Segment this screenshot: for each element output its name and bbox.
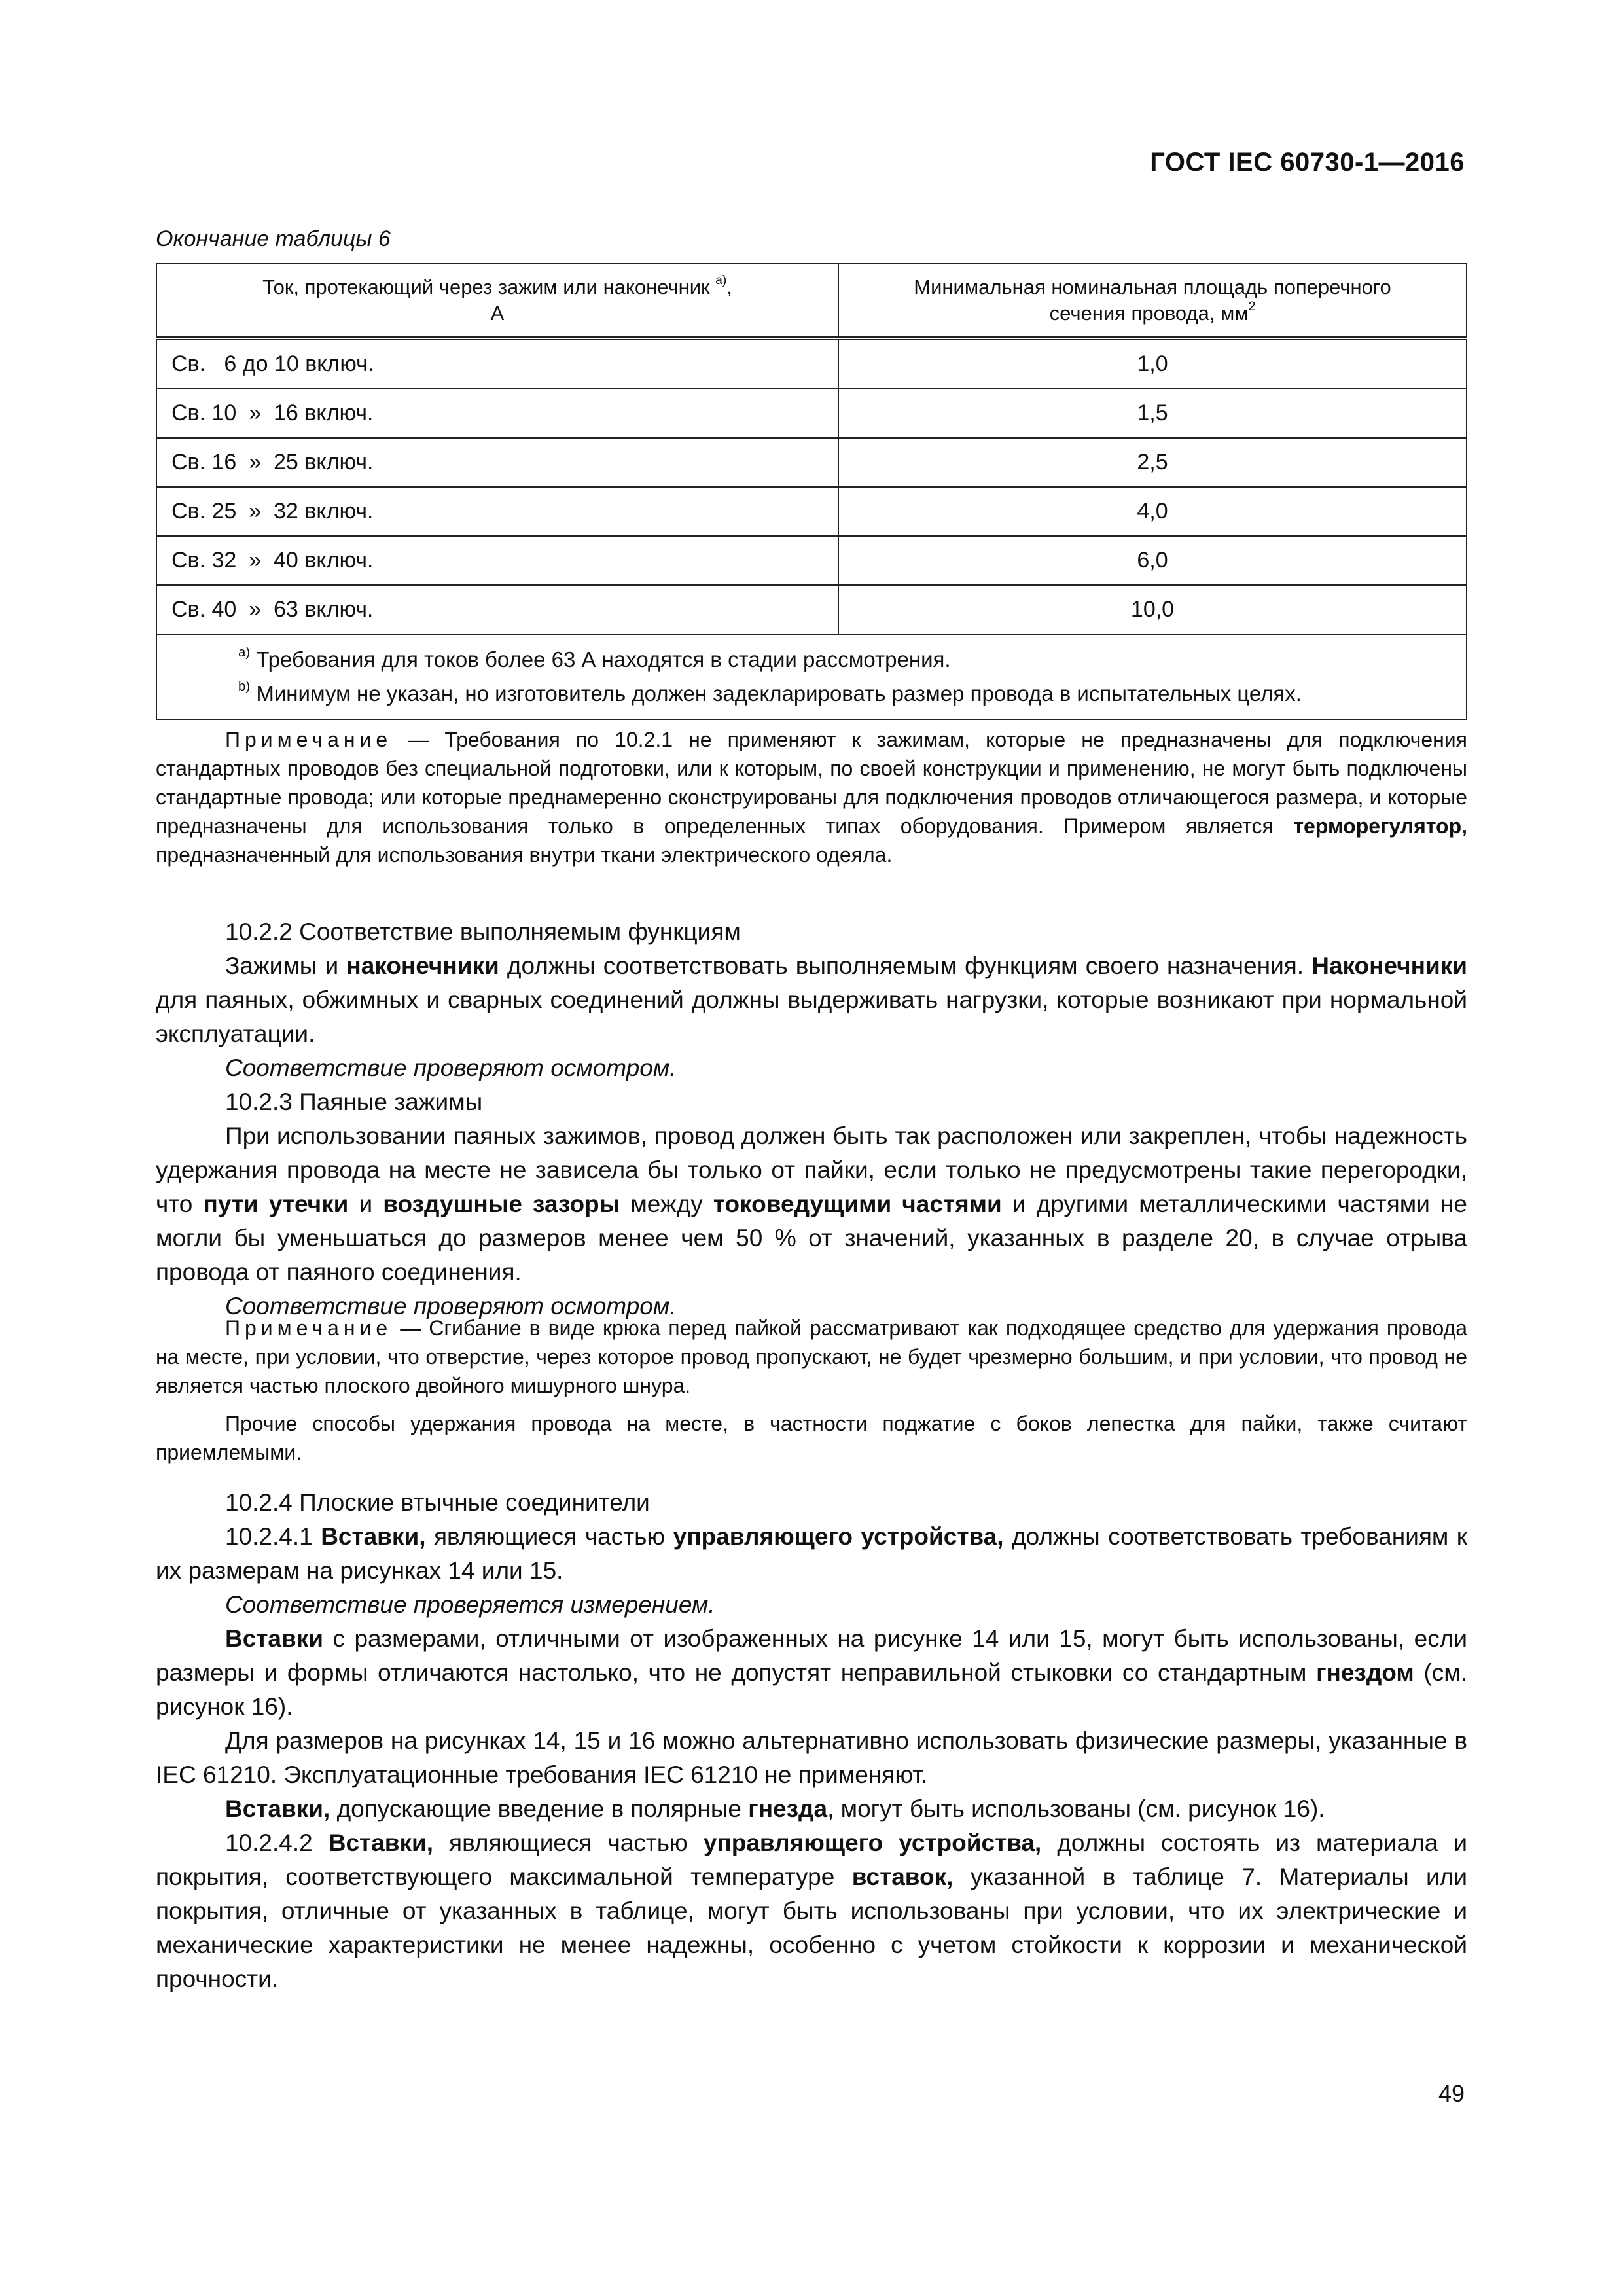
compliance-check: Соответствие проверяют осмотром. bbox=[225, 1054, 677, 1081]
note-1: Примечание — Требования по 10.2.1 не применяют к зажимам, которые не предназначены для подключения стандартных проводов без специальной подготовки, или к которым, по своей конструкции и применению, не могут быть подключены стандартные провода; или которые преднамеренно сконструированы для подключения проводов отличающегося размера, и которые предназначены для использования только в определенных типах оборудования. Примером является терморегулятор, предназначенный для использования внутри ткани электрического одеяла. bbox=[156, 728, 1467, 867]
cell-range: Св. 25 » 32 включ. bbox=[156, 487, 838, 536]
table-row bbox=[156, 536, 1467, 585]
table-row bbox=[156, 438, 1467, 487]
cell-range: Св. 6 до 10 включ. bbox=[156, 338, 838, 389]
paragraph: Вставки, допускающие введение в полярные гнезда, могут быть использованы (см. рисунок 16). bbox=[225, 1795, 1325, 1822]
table-row bbox=[156, 487, 1467, 536]
section-10-2-2-to-10-2-3 bbox=[156, 915, 1467, 1323]
table-footnotes bbox=[156, 634, 1467, 719]
paragraph: 10.2.4.2 Вставки, являющиеся частью управляющего устройства, должны состоять из материала и покрытия, соответствующего максимальной температуре вставок, указанной в таблице 7. Материалы или покрытия, отличные от указанных в таблице, могут быть использованы при условии, что их электрические и механические характеристики не менее надежны, особенно с учетом стойкости к коррозии и механической прочности. bbox=[156, 1829, 1467, 1992]
cell-value: 1,0 bbox=[838, 338, 1467, 389]
footnote-a: $^{а)}$ Требования для токов более 63 А находятся в стадии рассмотрения. bbox=[238, 644, 951, 672]
wire-section-table bbox=[156, 263, 1467, 720]
col-header-cross-section: Минимальная номинальная площадь поперечного сечения провода, $мм^2$ bbox=[838, 264, 1467, 338]
cell-value: 1,5 bbox=[838, 389, 1467, 438]
cell-range: Св. 16 » 25 включ. bbox=[156, 438, 838, 487]
paragraph: При использовании паяных зажимов, провод должен быть так расположен или закреплен, чтобы надежность удержания провода на месте не зависела бы только от пайки, если только не предусмотрены такие перегородки, что пути утечки и воздушные зазоры между токоведущими частями и другими металлическими частями не могли бы уменьшаться до размеров менее чем 50 % от значений, указанных в разделе 20, в случае отрыва провода от паяного соединения. bbox=[156, 1122, 1468, 1285]
section-10-2-4 bbox=[156, 1486, 1467, 1996]
compliance-check: Соответствие проверяется измерением. bbox=[225, 1591, 715, 1618]
cell-range: Св. 40 » 63 включ. bbox=[156, 585, 838, 634]
section-heading: 10.2.4 Плоские втычные соединители bbox=[225, 1489, 650, 1516]
note-label: Примечание bbox=[225, 1316, 393, 1340]
document-title: ГОСТ IEC 60730-1—2016 bbox=[1150, 148, 1465, 177]
col-header-current: Ток, протекающий через зажим или наконечник $^{а)}$, А bbox=[156, 264, 838, 338]
section-heading: 10.2.3 Паяные зажимы bbox=[225, 1088, 483, 1115]
section-heading: 10.2.2 Соответствие выполняемым функциям bbox=[225, 918, 741, 945]
note-paragraph: Прочие способы удержания провода на месте, в частности поджатие с боков лепестка для пайки, также считают приемлемыми. bbox=[156, 1412, 1467, 1464]
cell-value: 6,0 bbox=[838, 536, 1467, 585]
page-number: 49 bbox=[1438, 2080, 1465, 2107]
footnote-b: $^{b)}$ Минимум не указан, но изготовитель должен задекларировать размер провода в испытательных целях. bbox=[238, 678, 1302, 706]
note-label: Примечание bbox=[225, 728, 393, 751]
cell-range: Св. 32 » 40 включ. bbox=[156, 536, 838, 585]
compliance-check: Соответствие проверяют осмотром. bbox=[225, 1293, 677, 1319]
cell-value: 4,0 bbox=[838, 487, 1467, 536]
paragraph: Зажимы и наконечники должны соответствовать выполняемым функциям своего назначения. Наконечники для паяных, обжимных и сварных соединений должны выдерживать нагрузки, которые возникают при нормальной эксплуатации. bbox=[156, 952, 1467, 1047]
table-header-row bbox=[156, 264, 1467, 338]
paragraph: 10.2.4.1 Вставки, являющиеся частью управляющего устройства, должны соответствовать требованиям к их размерам на рисунках 14 или 15. bbox=[156, 1523, 1467, 1584]
cell-range: Св. 10 » 16 включ. bbox=[156, 389, 838, 438]
paragraph: Вставки с размерами, отличными от изображенных на рисунке 14 или 15, могут быть использованы, если размеры и формы отличаются настолько, что не допустят неправильной стыковки со стандартным гнездом (см. рисунок 16). bbox=[156, 1625, 1467, 1720]
note-2 bbox=[156, 1314, 1467, 1467]
cell-value: 10,0 bbox=[838, 585, 1467, 634]
paragraph: Для размеров на рисунках 14, 15 и 16 можно альтернативно использовать физические размеры, указанные в IEC 61210. Эксплуатационные требования IEC 61210 не применяют. bbox=[156, 1727, 1467, 1788]
table-row bbox=[156, 338, 1467, 389]
table-caption: Окончание таблицы 6 bbox=[156, 226, 391, 251]
table-row bbox=[156, 389, 1467, 438]
note-paragraph: Примечание — Сгибание в виде крюка перед пайкой рассматривают как подходящее средство для удержания провода на месте, при условии, что отверстие, через которое провод пропускают, не будет чрезмерно большим, и при условии, что провод не является частью плоского двойного мишурного шнура. bbox=[156, 1316, 1467, 1397]
table-footnotes-row bbox=[156, 634, 1467, 719]
table-row bbox=[156, 585, 1467, 634]
cell-value: 2,5 bbox=[838, 438, 1467, 487]
